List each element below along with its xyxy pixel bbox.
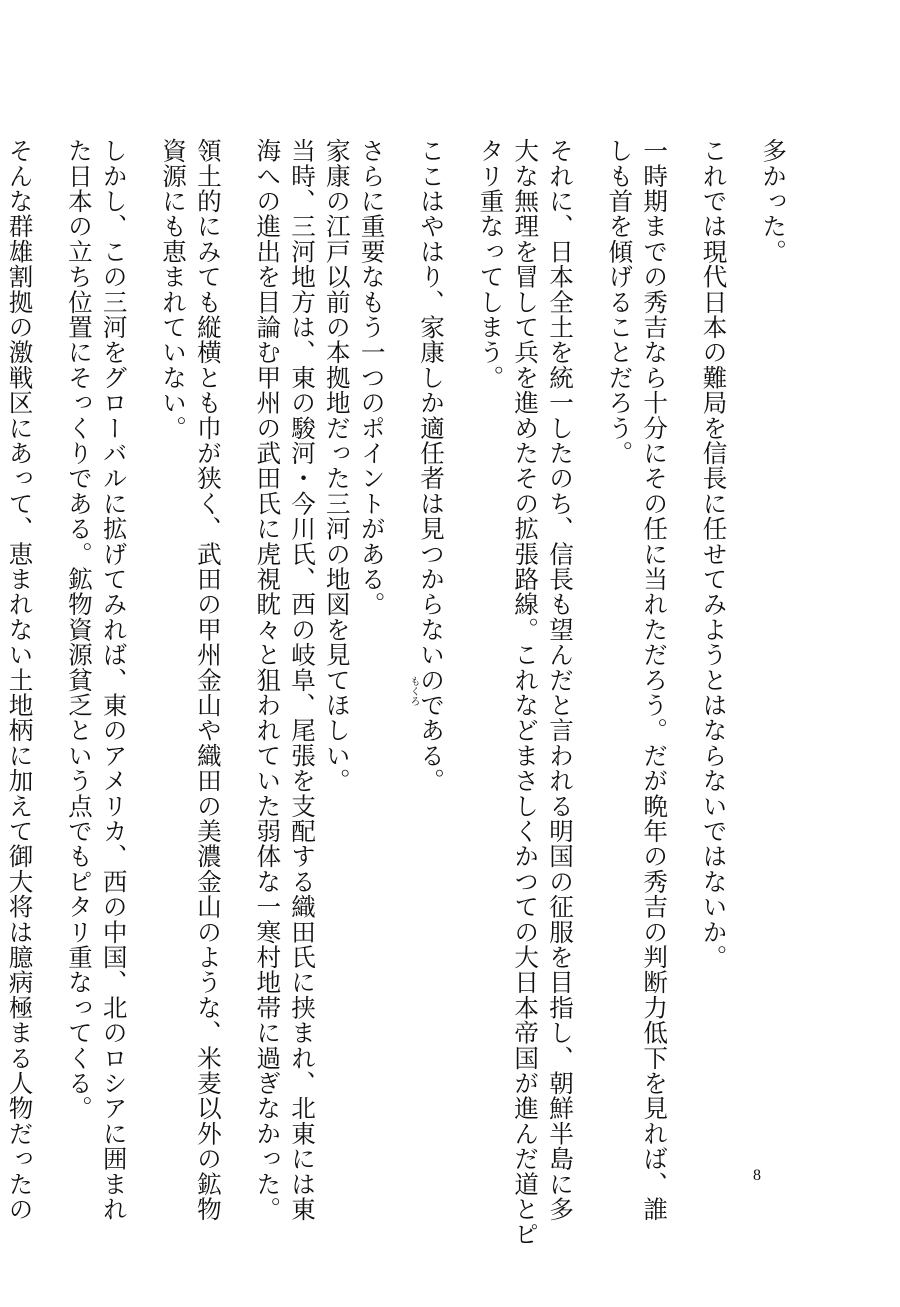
text-line: さらに重要なもう一つのポイントがある。	[357, 138, 387, 617]
text-line: それに、日本全土を統一したのち、信長も望んだと言われる明国の征服を目指し、朝鮮半島に多	[546, 138, 576, 1222]
text-line: た日本の立ち位置にそっくりである。鉱物資源貧乏という点でもピタリ重なってくる。	[64, 138, 94, 1121]
ruby-annotation: もくろ	[408, 676, 419, 706]
text-line: 海への進出を目論む甲州の武田氏に虎視眈々と狙われていた弱体な一寒村地帯に過ぎなかった。	[253, 138, 283, 1222]
text-line: 当時、三河地方は、東の駿河・今川氏、西の岐阜、尾張を支配する織田氏に挟まれ、北東には東	[288, 138, 318, 1222]
vertical-text-body	[5, 138, 790, 1247]
text-line: 資源にも恵まれていない。	[159, 138, 189, 441]
text-line	[0, 138, 2, 1148]
text-line: これでは現代日本の難局を信長に任せてみようとはならないではないか。	[699, 138, 729, 970]
text-line: 一時期までの秀吉なら十分にその任に当れただろう。だが晩年の秀吉の判断力低下を見れば、誰	[640, 138, 670, 1222]
text-line: 領土的にみても縦横とも巾が狭く、武田の甲州金山や織田の美濃金山のような、米麦以外の鉱物	[193, 138, 223, 1222]
text-line: 大な無理を冒して兵を進めたその拡張路線。これなどまさしくかつての大日本帝国が進んだ道とピ	[511, 138, 541, 1247]
text-line: 多かった。	[759, 138, 788, 264]
text-line: しも首を傾げることだろう。	[605, 138, 635, 466]
text-line: そんな群雄割拠の激戦区にあって、恵まれない土地柄に加えて御大将は臆病極まる人物だったの	[5, 138, 35, 1222]
text-line: 家康の江戸以前の本拠地だった三河の地図を見てほしい。	[322, 138, 352, 794]
text-line: ここはやはり、家康しか適任者は見つからないのである。	[417, 138, 447, 794]
text-line: しかし、この三河をグローバルに拡げてみれば、東のアメリカ、西の中国、北のロシアに囲まれ	[99, 138, 129, 1222]
page-number: 8	[753, 1167, 761, 1184]
text-line: タリ重なってしまう。	[476, 138, 506, 390]
